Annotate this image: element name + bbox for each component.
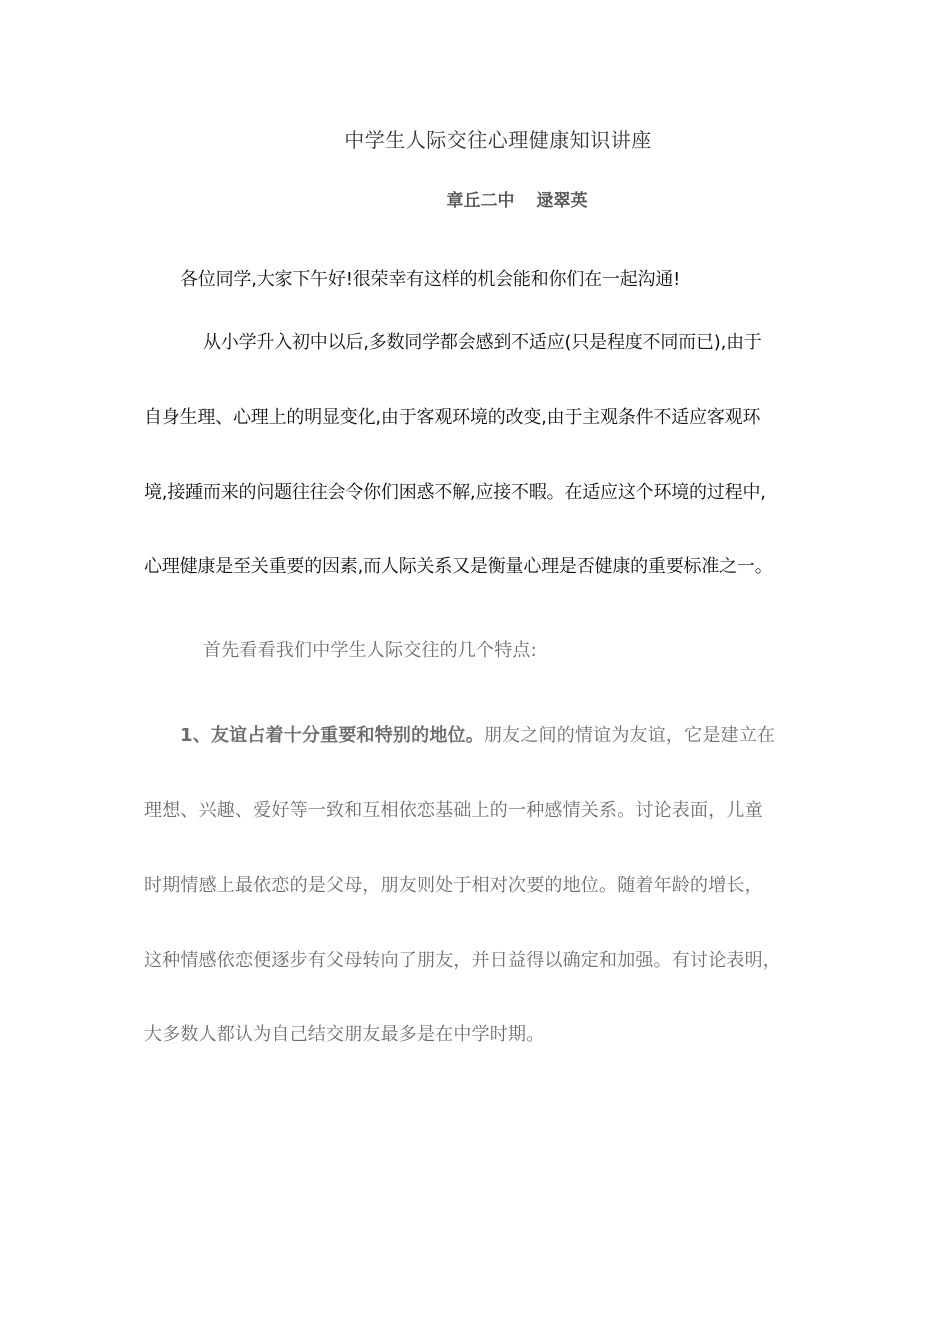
- paragraph1-line-2: 自身生理、心理上的明显变化,由于客观环境的改变,由于主观条件不适应客观环: [144, 407, 761, 428]
- document-byline: [0, 186, 950, 211]
- document-title: 中学生人际交往心理健康知识讲座: [344, 128, 652, 152]
- point1-first-line: [180, 721, 775, 747]
- paragraph1-line-4: 心理健康是至关重要的因素,而人际关系又是衡量心理是否健康的重要标准之一。: [144, 556, 773, 577]
- point1-line-5: 大多数人都认为自己结交朋友最多是在中学时期。: [144, 1024, 545, 1045]
- point1-line-3: 时期情感上最依恋的是父母，朋友则处于相对次要的地位。随着年龄的增长，: [144, 875, 763, 896]
- intro-text: 首先看看我们中学生人际交往的几个特点:: [203, 640, 537, 661]
- paragraph1-line-3: 境,接踵而来的问题往往会令你们困惑不解,应接不暇。在适应这个环境的过程中,: [144, 482, 766, 503]
- point1-heading: 1、友谊占着十分重要和特别的地位。: [180, 725, 484, 746]
- byline-school: 章丘二中: [446, 191, 515, 211]
- point1-first-line-rest: 朋友之间的情谊为友谊，它是建立在: [483, 725, 776, 746]
- paragraph1-line-1: 从小学升入初中以后,多数同学都会感到不适应(只是程度不同而已),由于: [203, 332, 762, 353]
- point1-line-4: 这种情感依恋便逐步有父母转向了朋友，并日益得以确定和加强。有讨论表明，: [144, 950, 781, 971]
- point1-line-2: 理想、兴趣、爱好等一致和互相依恋基础上的一种感情关系。讨论表面，儿童: [144, 800, 763, 821]
- byline-author: 逯翠英: [536, 191, 588, 211]
- greeting-text: 各位同学,大家下午好!很荣幸有这样的机会能和你们在一起沟通!: [180, 269, 681, 290]
